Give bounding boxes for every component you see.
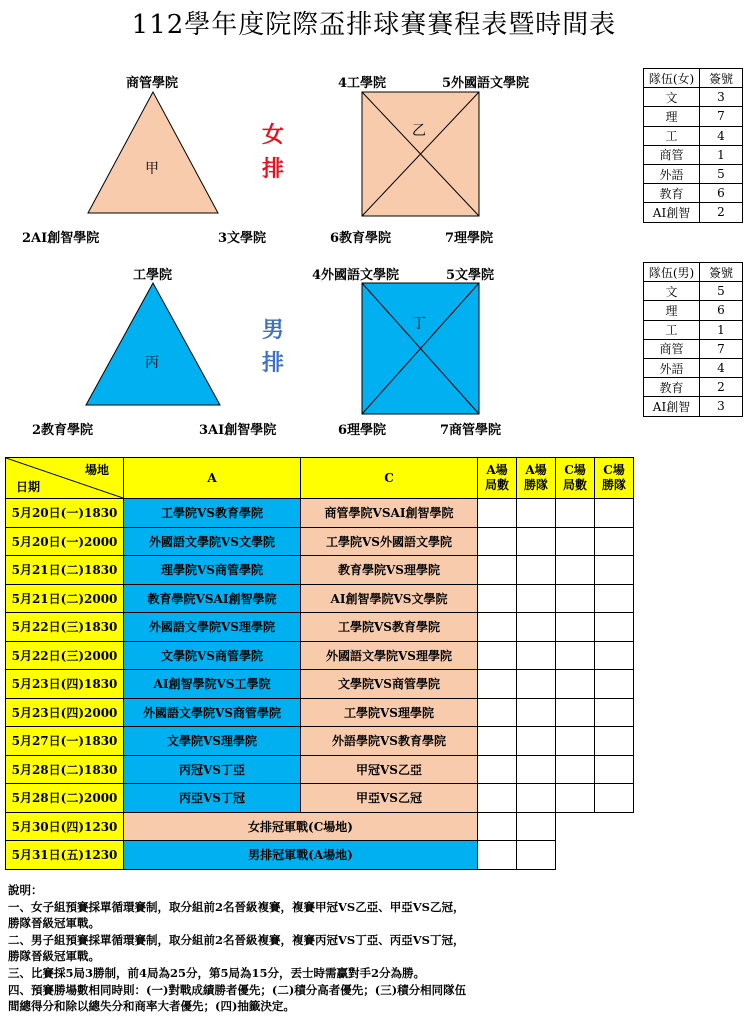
table-row (6, 698, 634, 727)
c-sets-cell (556, 556, 595, 585)
table-row (6, 841, 634, 870)
c-sets-cell (556, 784, 595, 813)
table-row (644, 88, 743, 107)
table-row (6, 527, 634, 556)
table-row (6, 556, 634, 585)
table-row (6, 812, 634, 841)
notes-line: 勝隊晉級冠軍戰。 (8, 949, 100, 964)
draw-team: 文 (644, 88, 700, 107)
table-row (644, 145, 743, 164)
table-row (644, 358, 743, 377)
a-winner-cell (517, 670, 556, 699)
match-datetime: 5月23日(四)2000 (6, 698, 124, 727)
table-row (6, 641, 634, 670)
table-row (6, 499, 634, 528)
final-score-cell (478, 812, 517, 841)
notes-line: 四、預賽勝場數相同時則：(一)對戰成績勝者優先；(二)積分高者優先；(三)積分相同隊伍 (8, 982, 467, 997)
draw-team: AI創智 (644, 203, 700, 222)
group-jia-bottom-left-team: 2AI創智學院 (22, 231, 100, 246)
group-yi-bottom-left-team: 6教育學院 (330, 231, 392, 246)
a-sets-cell (478, 784, 517, 813)
notes-line: 勝隊晉級冠軍戰。 (8, 916, 100, 931)
c-winner-cell (595, 727, 634, 756)
table-row (644, 282, 743, 301)
group-ding-top-left-team: 4外國語文學院 (312, 268, 400, 283)
court-c-header: C (301, 458, 478, 499)
group-bing-top-team: 工學院 (133, 268, 173, 283)
court-c-match: 甲冠VS乙亞 (301, 755, 478, 784)
draw-team: 理 (644, 301, 700, 320)
notes-line: 間總得分和除以總失分和商率大者優先；(四)抽籤決定。 (8, 999, 295, 1014)
notes-line: 三、比賽採5局3勝制，前4局為25分，第5局為15分，丟士時需贏對手2分為勝。 (8, 965, 426, 980)
women-label-1: 女 (262, 122, 285, 148)
c-sets-cell (556, 670, 595, 699)
page-title: 112學年度院際盃排球賽賽程表暨時間表 (131, 10, 617, 40)
court-a-match: 丙冠VS丁亞 (124, 755, 301, 784)
a-winner-cell (517, 556, 556, 585)
table-row (644, 301, 743, 320)
draw-team: 教育 (644, 184, 700, 203)
table-row (6, 584, 634, 613)
court-a-match: 外國語文學院VS文學院 (124, 527, 301, 556)
match-datetime: 5月23日(四)1830 (6, 670, 124, 699)
a-sets-cell (478, 613, 517, 642)
a-sets-cell (478, 755, 517, 784)
c-sets-cell (556, 755, 595, 784)
table-row (644, 164, 743, 183)
table-row (644, 339, 743, 358)
c-winner-cell (595, 670, 634, 699)
draw-team: 理 (644, 107, 700, 126)
c-winner-cell (595, 499, 634, 528)
notes-line: 說明： (8, 883, 43, 897)
a-winner-cell (517, 613, 556, 642)
draw-team: 外語 (644, 164, 700, 183)
group-jia-name: 甲 (145, 161, 159, 177)
final-datetime: 5月31日(五)1230 (6, 841, 124, 870)
group-bing-triangle (86, 283, 220, 405)
women-draw-table (643, 68, 743, 223)
match-datetime: 5月21日(二)2000 (6, 584, 124, 613)
court-a-match: 工學院VS教育學院 (124, 499, 301, 528)
draw-team: AI創智 (644, 397, 700, 416)
notes-line: 一、女子組預賽採單循環賽制，取分組前2名晉級複賽，複賽甲冠VS乙亞、甲亞VS乙冠， (8, 899, 465, 914)
women-label-2: 排 (262, 156, 285, 182)
court-c-match: 外國語文學院VS理學院 (301, 641, 478, 670)
c-sets-cell (556, 499, 595, 528)
final-match: 男排冠軍戰(A場地) (124, 841, 478, 870)
court-c-match: 工學院VS理學院 (301, 698, 478, 727)
table-row (6, 784, 634, 813)
court-a-match: 丙亞VS丁冠 (124, 784, 301, 813)
a-sets-cell (478, 698, 517, 727)
court-c-match: 外語學院VS教育學院 (301, 727, 478, 756)
c-winner-cell (595, 698, 634, 727)
draw-number: 2 (700, 203, 743, 222)
final-datetime: 5月30日(四)1230 (6, 812, 124, 841)
a-sets-header: A場 局數 (478, 458, 517, 499)
group-ding-top-right-team: 5文學院 (446, 268, 495, 283)
c-winner-cell (595, 584, 634, 613)
group-yi-top-left-team: 4工學院 (338, 76, 387, 91)
a-winner-cell (517, 499, 556, 528)
c-sets-header: C場 局數 (556, 458, 595, 499)
match-datetime: 5月21日(二)1830 (6, 556, 124, 585)
court-c-match: AI創智學院VS文學院 (301, 584, 478, 613)
draw-number: 1 (700, 320, 743, 339)
court-c-match: 甲亞VS乙冠 (301, 784, 478, 813)
table-row (644, 320, 743, 339)
c-winner-cell (595, 556, 634, 585)
court-a-match: 外國語文學院VS商管學院 (124, 698, 301, 727)
draw-team: 外語 (644, 358, 700, 377)
court-c-match: 教育學院VS理學院 (301, 556, 478, 585)
draw-team: 文 (644, 282, 700, 301)
final-winner-cell (517, 841, 556, 870)
a-winner-cell (517, 527, 556, 556)
match-datetime: 5月27日(一)1830 (6, 727, 124, 756)
match-datetime: 5月28日(二)2000 (6, 784, 124, 813)
table-row (644, 107, 743, 126)
group-ding-bottom-right-team: 7商管學院 (440, 423, 502, 438)
draw-number: 6 (700, 301, 743, 320)
men-label-1: 男 (262, 317, 285, 343)
group-jia-top-team: 商管學院 (126, 76, 179, 91)
c-sets-cell (556, 584, 595, 613)
final-score-cell (478, 841, 517, 870)
table-row (6, 670, 634, 699)
group-ding-bottom-left-team: 6理學院 (338, 423, 387, 438)
venue-header: 場地 (84, 463, 109, 477)
men-draw-header-team: 隊伍(男) (644, 263, 700, 282)
notes-line: 二、男子組預賽採單循環賽制，取分組前2名晉級複賽，複賽丙冠VS丁亞、丙亞VS丁冠， (8, 932, 465, 947)
c-winner-header: C場 勝隊 (595, 458, 634, 499)
group-bing-bottom-left-team: 2教育學院 (32, 423, 94, 438)
court-a-match: AI創智學院VS工學院 (124, 670, 301, 699)
table-row (6, 613, 634, 642)
bracket-diagrams (0, 0, 748, 440)
notes (8, 882, 466, 1015)
a-winner-cell (517, 698, 556, 727)
a-winner-cell (517, 784, 556, 813)
group-jia-bottom-right-team: 3文學院 (218, 231, 267, 246)
group-bing-name: 丙 (145, 355, 159, 371)
men-label-2: 排 (262, 350, 285, 376)
c-winner-cell (595, 641, 634, 670)
draw-team: 工 (644, 126, 700, 145)
court-a-match: 教育學院VSAI創智學院 (124, 584, 301, 613)
table-row (644, 203, 743, 222)
match-datetime: 5月20日(一)2000 (6, 527, 124, 556)
table-row (644, 397, 743, 416)
match-datetime: 5月22日(三)1830 (6, 613, 124, 642)
a-sets-cell (478, 527, 517, 556)
match-datetime: 5月28日(二)1830 (6, 755, 124, 784)
final-winner-cell (517, 812, 556, 841)
group-yi-bottom-right-team: 7理學院 (445, 231, 494, 246)
court-a-match: 文學院VS理學院 (124, 727, 301, 756)
group-bing-bottom-right-team: 3AI創智學院 (199, 423, 277, 438)
a-winner-cell (517, 755, 556, 784)
group-ding-name: 丁 (412, 316, 426, 332)
court-a-match: 文學院VS商管學院 (124, 641, 301, 670)
table-row (6, 755, 634, 784)
group-jia-triangle (88, 92, 218, 213)
a-sets-cell (478, 727, 517, 756)
table-row (6, 727, 634, 756)
draw-team: 商管 (644, 339, 700, 358)
corner-header (6, 458, 124, 499)
a-winner-header: A場 勝隊 (517, 458, 556, 499)
a-winner-cell (517, 641, 556, 670)
draw-number: 1 (700, 145, 743, 164)
match-datetime: 5月20日(一)1830 (6, 499, 124, 528)
men-draw-header-number: 簽號 (700, 263, 743, 282)
c-winner-cell (595, 527, 634, 556)
draw-number: 5 (700, 282, 743, 301)
table-row (644, 184, 743, 203)
men-draw-table (643, 262, 743, 417)
a-sets-cell (478, 670, 517, 699)
court-c-match: 文學院VS商管學院 (301, 670, 478, 699)
court-a-match: 理學院VS商管學院 (124, 556, 301, 585)
c-winner-cell (595, 755, 634, 784)
a-sets-cell (478, 556, 517, 585)
group-yi-top-right-team: 5外國語文學院 (442, 76, 530, 91)
women-draw-header-number: 簽號 (700, 69, 743, 88)
schedule-table (5, 457, 634, 870)
a-sets-cell (478, 584, 517, 613)
a-winner-cell (517, 584, 556, 613)
final-match: 女排冠軍戰(C場地) (124, 812, 478, 841)
draw-number: 7 (700, 339, 743, 358)
draw-number: 4 (700, 126, 743, 145)
c-sets-cell (556, 641, 595, 670)
table-row (644, 126, 743, 145)
court-a-match: 外國語文學院VS理學院 (124, 613, 301, 642)
a-sets-cell (478, 499, 517, 528)
draw-number: 6 (700, 184, 743, 203)
draw-team: 工 (644, 320, 700, 339)
group-yi-name: 乙 (412, 123, 426, 139)
draw-team: 教育 (644, 378, 700, 397)
court-a-header: A (124, 458, 301, 499)
draw-number: 7 (700, 107, 743, 126)
court-c-match: 商管學院VSAI創智學院 (301, 499, 478, 528)
draw-number: 3 (700, 397, 743, 416)
draw-number: 3 (700, 88, 743, 107)
draw-number: 4 (700, 358, 743, 377)
c-winner-cell (595, 613, 634, 642)
match-datetime: 5月22日(三)2000 (6, 641, 124, 670)
a-sets-cell (478, 641, 517, 670)
draw-number: 2 (700, 378, 743, 397)
draw-number: 5 (700, 164, 743, 183)
c-winner-cell (595, 784, 634, 813)
a-winner-cell (517, 727, 556, 756)
c-sets-cell (556, 727, 595, 756)
c-sets-cell (556, 698, 595, 727)
women-draw-header-team: 隊伍(女) (644, 69, 700, 88)
table-row (644, 378, 743, 397)
court-c-match: 工學院VS外國語文學院 (301, 527, 478, 556)
date-header: 日期 (16, 480, 41, 494)
draw-team: 商管 (644, 145, 700, 164)
court-c-match: 工學院VS教育學院 (301, 613, 478, 642)
c-sets-cell (556, 613, 595, 642)
c-sets-cell (556, 527, 595, 556)
